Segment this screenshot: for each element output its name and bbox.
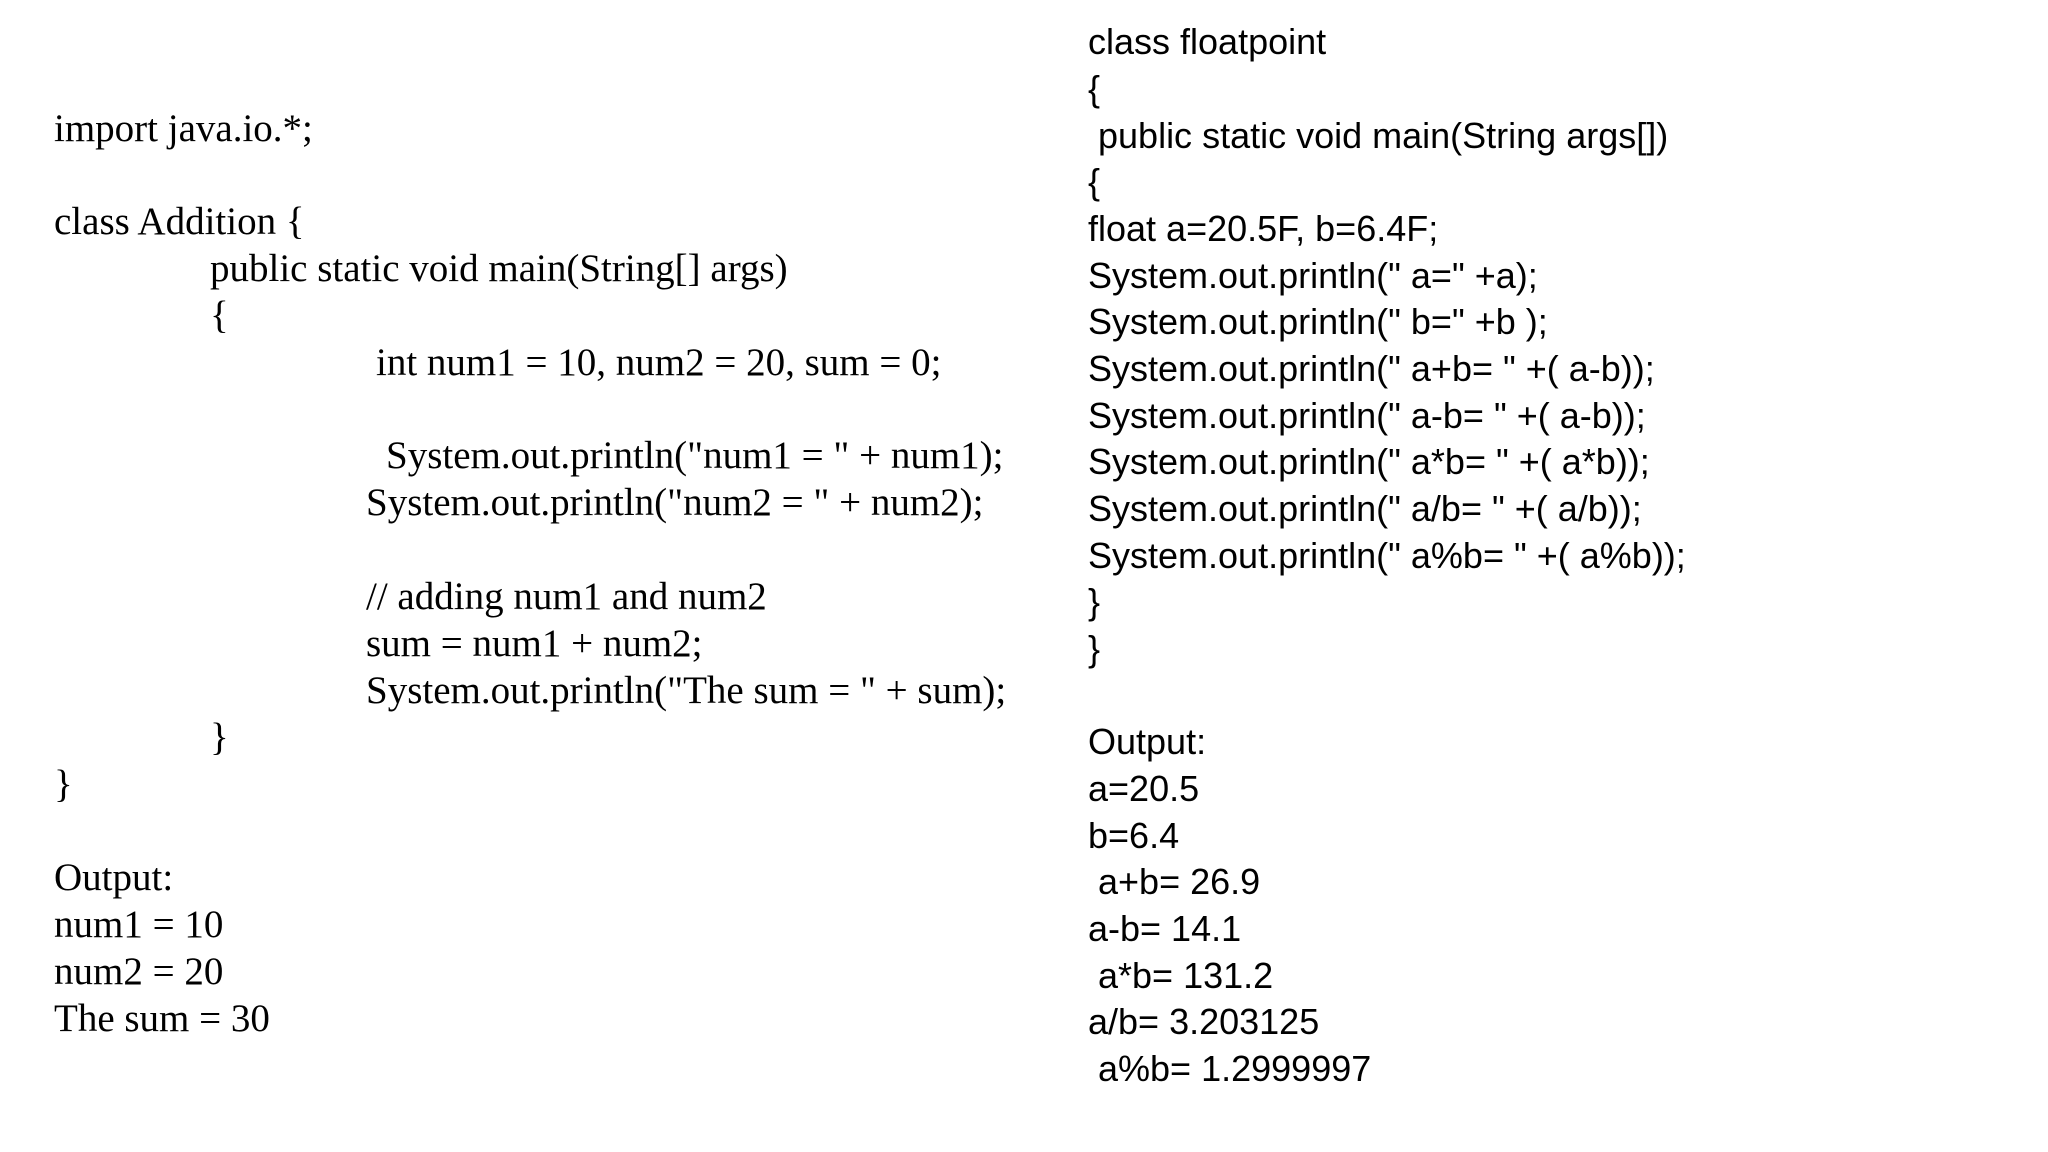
code-line-open-brace: {: [210, 294, 229, 337]
code-line-main-signature: public static void main(String[] args): [210, 247, 788, 290]
floatpoint-program-panel: [1088, 0, 2028, 1152]
code-line-print-remainder: System.out.println(" a%b= " +( a%b));: [1088, 535, 1686, 576]
code-line-main-signature: public static void main(String args[]): [1098, 115, 1669, 156]
output-line-sum: The sum = 30: [54, 997, 270, 1040]
output-line-remainder: a%b= 1.2999997: [1098, 1048, 1372, 1089]
code-line-print-a: System.out.println(" a=" +a);: [1088, 255, 1538, 296]
output-line-sum: a+b= 26.9: [1098, 861, 1261, 902]
code-line-print-sum: System.out.println(" a+b= " +( a-b));: [1088, 348, 1655, 389]
code-line-comment: // adding num1 and num2: [366, 575, 767, 618]
code-line-open-brace-class: {: [1088, 68, 1101, 109]
code-line-print-quotient: System.out.println(" a/b= " +( a/b));: [1088, 488, 1642, 529]
output-line-difference: a-b= 14.1: [1088, 908, 1242, 949]
code-line-variable-declaration: float a=20.5F, b=6.4F;: [1088, 208, 1439, 249]
code-line-sum-assignment: sum = num1 + num2;: [366, 622, 703, 665]
code-line-print-b: System.out.println(" b=" +b );: [1088, 301, 1548, 342]
code-line-class-declaration: class floatpoint: [1088, 21, 1327, 62]
code-line-open-brace-method: {: [1088, 161, 1101, 202]
output-line-quotient: a/b= 3.203125: [1088, 1001, 1320, 1042]
code-line-print-product: System.out.println(" a*b= " +( a*b));: [1088, 441, 1650, 482]
code-line-class-declaration: class Addition {: [54, 200, 305, 243]
output-line-num1: num1 = 10: [54, 903, 224, 946]
output-heading: Output:: [54, 856, 174, 899]
output-line-b: b=6.4: [1088, 815, 1180, 856]
code-line-close-brace-class: }: [1088, 628, 1101, 669]
code-line-print-num2: System.out.println("num2 = " + num2);: [366, 481, 984, 524]
output-line-product: a*b= 131.2: [1098, 955, 1274, 996]
code-line-print-sum: System.out.println("The sum = " + sum);: [366, 669, 1007, 712]
code-line-variable-declaration: int num1 = 10, num2 = 20, sum = 0;: [376, 341, 942, 384]
code-line-close-brace-method: }: [210, 716, 229, 759]
output-heading: Output:: [1088, 721, 1207, 762]
code-line-close-brace-method: }: [1088, 581, 1101, 622]
output-line-a: a=20.5: [1088, 768, 1200, 809]
output-line-num2: num2 = 20: [54, 950, 224, 993]
code-line-import: import java.io.*;: [54, 107, 313, 150]
code-line-print-difference: System.out.println(" a-b= " +( a-b));: [1088, 395, 1646, 436]
code-line-close-brace-class: }: [54, 763, 73, 806]
code-line-print-num1: System.out.println("num1 = " + num1);: [386, 434, 1004, 477]
